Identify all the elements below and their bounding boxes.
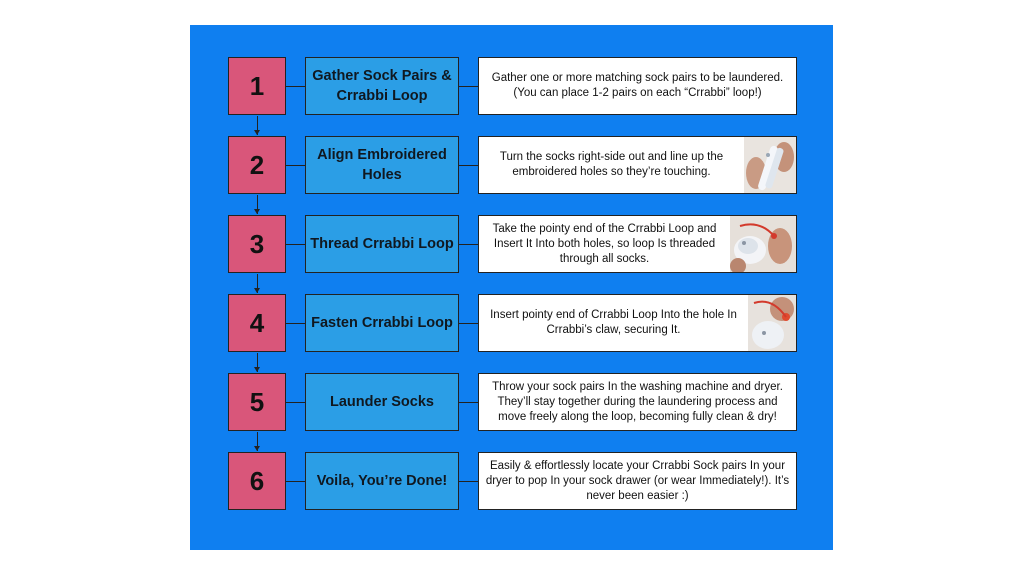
connector-line bbox=[286, 165, 305, 166]
step-photo bbox=[730, 216, 796, 272]
step-description: Turn the socks right-side out and line up the embroidered holes so they’re touching. bbox=[499, 151, 724, 178]
arrow-down-icon bbox=[254, 130, 260, 135]
step-description: Throw your sock pairs In the washing machine and dryer. They’ll stay together during the laundering process and move freely along the loop, becoming fully clean & dry! bbox=[492, 380, 783, 423]
step-number: 6 bbox=[228, 452, 286, 510]
step-description: Take the pointy end of the Crrabbi Loop and Insert It Into both holes, so loop Is threaded through all socks. bbox=[492, 222, 717, 265]
arrow-down-icon bbox=[254, 446, 260, 451]
step-description: Insert pointy end of Crrabbi Loop Into the hole In Crrabbi’s claw, securing It. bbox=[490, 309, 737, 336]
step-description-box bbox=[478, 215, 797, 273]
step-title: Voila, You’re Done! bbox=[305, 452, 459, 510]
step-photo bbox=[744, 137, 796, 193]
connector-line bbox=[459, 86, 478, 87]
connector-line bbox=[459, 481, 478, 482]
step-row-4 bbox=[190, 294, 833, 354]
step-description-box bbox=[478, 373, 797, 431]
hands-fastening-claw-icon bbox=[748, 295, 796, 351]
connector-line bbox=[286, 481, 305, 482]
step-description: Gather one or more matching sock pairs to be laundered. (You can place 1-2 pairs on each “Crrabbi” loop!) bbox=[491, 72, 784, 99]
arrow-down-icon bbox=[254, 367, 260, 372]
step-number: 4 bbox=[228, 294, 286, 352]
step-description-box bbox=[478, 57, 797, 115]
step-description-box bbox=[478, 294, 797, 352]
step-description: Easily & effortlessly locate your Crrabbi Sock pairs In your dryer to pop In your sock drawer (or wear Immediately!). It’s never been easier :) bbox=[485, 459, 790, 502]
step-row-1 bbox=[190, 57, 833, 117]
step-photo bbox=[748, 295, 796, 351]
step-row-2 bbox=[190, 136, 833, 196]
connector-line bbox=[286, 86, 305, 87]
step-row-6 bbox=[190, 452, 833, 512]
step-number: 3 bbox=[228, 215, 286, 273]
arrow-down-icon bbox=[254, 209, 260, 214]
hands-aligning-sock-holes-icon bbox=[744, 137, 796, 193]
arrow-down-icon bbox=[254, 288, 260, 293]
connector-line bbox=[286, 244, 305, 245]
step-title: Fasten Crrabbi Loop bbox=[305, 294, 459, 352]
connector-line bbox=[459, 402, 478, 403]
step-number: 1 bbox=[228, 57, 286, 115]
connector-line bbox=[286, 402, 305, 403]
step-title: Gather Sock Pairs & Crrabbi Loop bbox=[305, 57, 459, 115]
step-title: Launder Socks bbox=[305, 373, 459, 431]
connector-line bbox=[459, 244, 478, 245]
step-row-3 bbox=[190, 215, 833, 275]
connector-line bbox=[459, 165, 478, 166]
step-number: 2 bbox=[228, 136, 286, 194]
step-description-box bbox=[478, 136, 797, 194]
step-row-5 bbox=[190, 373, 833, 433]
hands-threading-loop-icon bbox=[730, 216, 796, 272]
step-description-box bbox=[478, 452, 797, 510]
step-number: 5 bbox=[228, 373, 286, 431]
step-title: Thread Crrabbi Loop bbox=[305, 215, 459, 273]
connector-line bbox=[286, 323, 305, 324]
connector-line bbox=[459, 323, 478, 324]
instructions-panel bbox=[190, 25, 833, 550]
step-title: Align Embroidered Holes bbox=[305, 136, 459, 194]
